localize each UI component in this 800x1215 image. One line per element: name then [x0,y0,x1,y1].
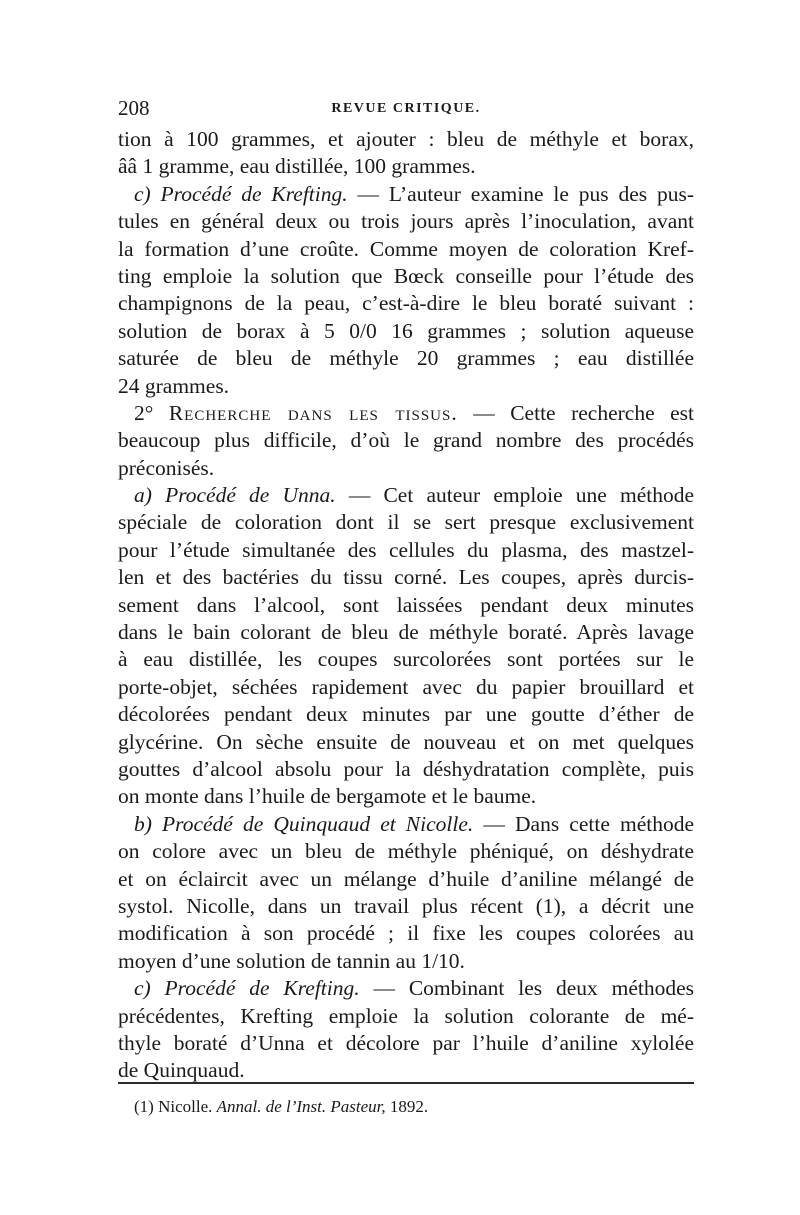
text-line: 24 grammes. [118,373,230,398]
text-line: décolorées pendant deux minutes par une goutte d’éther de [118,702,694,727]
text-line: systol. Nicolle, dans un travail plus récent (1), a décrit une [118,893,694,918]
text-line: champignons de la peau, c’est-à-dire le bleu boraté suivant : [118,291,694,316]
text-line: 2° Recherche dans les tissus. — Cette recherche est [134,400,694,425]
text-line: ting emploie la solution que Bœck conseille pour l’étude des [118,263,694,288]
footnote-divider [118,1082,694,1084]
footnote-source: Annal. de l’Inst. Pasteur, [216,1097,386,1116]
text-line: préconisés. [118,455,215,480]
text-line: len et des bactéries du tissu corné. Les coupes, après durcis- [118,565,694,590]
text-line: sement dans l’alcool, sont laissées pendant deux minutes [118,592,694,617]
text-line: et on éclaircit avec un mélange d’huile d’aniline mélangé de [118,866,694,891]
text-line: moyen d’une solution de tannin au 1/10. [118,948,465,973]
footnote-year: 1892. [389,1097,429,1116]
section-heading-italic: c) Procédé de Krefting. [134,181,348,206]
section-heading-italic: a) Procédé de Unna. [134,483,336,508]
page-number: 208 [118,96,150,120]
text-line: tion à 100 grammes, et ajouter : bleu de méthyle et borax, [118,127,694,151]
text-line: b) Procédé de Quinquaud et Nicolle. — Dans cette méthode [134,811,695,836]
section-heading-italic: b) Procédé de Quinquaud et Nicolle. [134,811,474,836]
text-line: on monte dans l’huile de bergamote et le baume. [118,784,537,809]
text-line: pour l’étude simultanée des cellules du plasma, des mastzel- [118,537,694,562]
text-line: solution de borax à 5 0/0 16 grammes ; solution aqueuse [118,318,694,343]
text-line: de Quinquaud. [118,1058,245,1083]
text-line: ââ 1 gramme, eau distillée, 100 grammes. [118,154,476,179]
text-line: précédentes, Krefting emploie la solution colorante de mé- [118,1003,694,1028]
text-line: thyle boraté d’Unna et décolore par l’huile d’aniline xylolée [118,1030,694,1055]
text-line: saturée de bleu de méthyle 20 grammes ; eau distillée [118,346,694,371]
text-line: gouttes d’alcool absolu pour la déshydratation complète, puis [118,756,694,781]
text-line: la formation d’une croûte. Comme moyen de coloration Kref- [118,236,694,261]
footnote-marker: (1) Nicolle. [134,1097,213,1116]
text-line: c) Procédé de Krefting. — Combinant les deux méthodes [134,976,694,1001]
section-heading-italic: c) Procédé de Krefting. [134,976,360,1001]
text-line: porte-objet, séchées rapidement avec du papier brouillard et [118,674,694,699]
body-text [118,126,694,1085]
text-line: tules en général deux ou trois jours après l’inoculation, avant [118,209,694,234]
text-line: beaucoup plus difficile, d’où le grand nombre des procédés [118,428,694,453]
section-heading-smallcaps: Recherche dans les tissus. [168,400,458,425]
text-line: modification à son procédé ; il fixe les coupes colorées au [118,921,694,946]
text-line: à eau distillée, les coupes surcolorées sont portées sur le [118,647,694,672]
text-line: on colore avec un bleu de méthyle phéniqué, on déshydrate [118,839,694,864]
text-line: spéciale de coloration dont il se sert presque exclusivement [118,510,694,535]
running-title: REVUE CRITIQUE. [331,101,481,116]
page-header [118,96,694,126]
text-line: dans le bain colorant de bleu de méthyle boraté. Après lavage [118,620,694,645]
footnote [134,1097,428,1117]
text-line: c) Procédé de Krefting. — L’auteur examine le pus des pus- [134,181,694,206]
text-line: a) Procédé de Unna. — Cet auteur emploie une méthode [134,483,694,508]
text-line: glycérine. On sèche ensuite de nouveau et on met quelques [118,729,694,754]
